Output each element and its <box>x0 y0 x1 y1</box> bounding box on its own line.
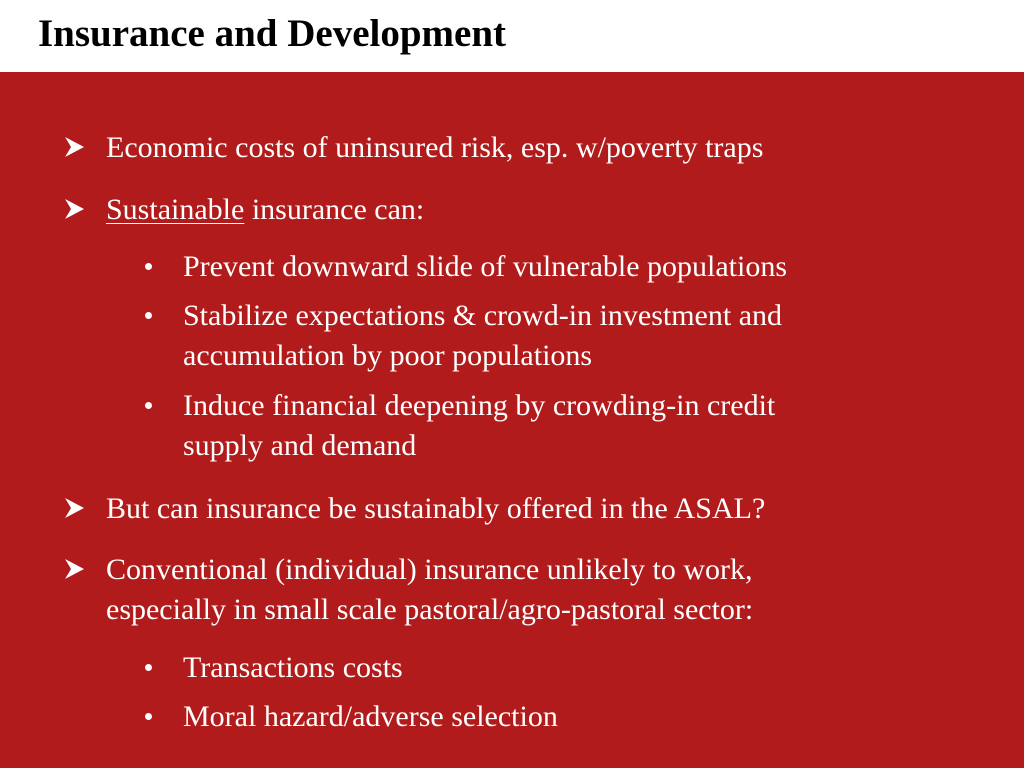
content-panel <box>0 72 1024 768</box>
sub-bullet-induce-cont: supply and demand <box>183 429 417 462</box>
slide-title: Insurance and Development <box>38 12 507 55</box>
bullet-conventional-insurance-cont: especially in small scale pastoral/agro-pastoral sector: <box>106 593 754 626</box>
sub-bullet-moral-hazard: Moral hazard/adverse selection <box>183 700 558 733</box>
dot-bullet-icon <box>145 312 152 319</box>
dot-bullet-icon <box>145 263 152 270</box>
bullet-conventional-insurance: Conventional (individual) insurance unlikely to work, <box>106 553 753 586</box>
bullet-economic-costs: Economic costs of uninsured risk, esp. w/poverty traps <box>106 131 764 164</box>
sub-bullet-induce: Induce financial deepening by crowding-in credit <box>183 389 776 422</box>
bullet-sustainably-offered: But can insurance be sustainably offered in the ASAL? <box>106 492 766 525</box>
underlined-word: Sustainable <box>106 193 245 226</box>
arrow-bullet-icon <box>62 556 88 582</box>
arrow-bullet-icon <box>62 134 88 160</box>
dot-bullet-icon <box>145 664 152 671</box>
sub-bullet-prevent: Prevent downward slide of vulnerable populations <box>183 250 788 283</box>
arrow-bullet-icon <box>62 495 88 521</box>
arrow-bullet-icon <box>62 196 88 222</box>
sub-bullet-transactions: Transactions costs <box>183 651 403 684</box>
dot-bullet-icon <box>145 402 152 409</box>
dot-bullet-icon <box>145 713 152 720</box>
title-bar <box>0 0 1024 72</box>
bullet-sustainable-insurance <box>106 190 424 230</box>
sub-bullet-stabilize: Stabilize expectations & crowd-in investment and <box>183 299 783 332</box>
sub-bullet-stabilize-cont: accumulation by poor populations <box>183 339 593 372</box>
bullet-text-rest: insurance can: <box>244 193 425 226</box>
